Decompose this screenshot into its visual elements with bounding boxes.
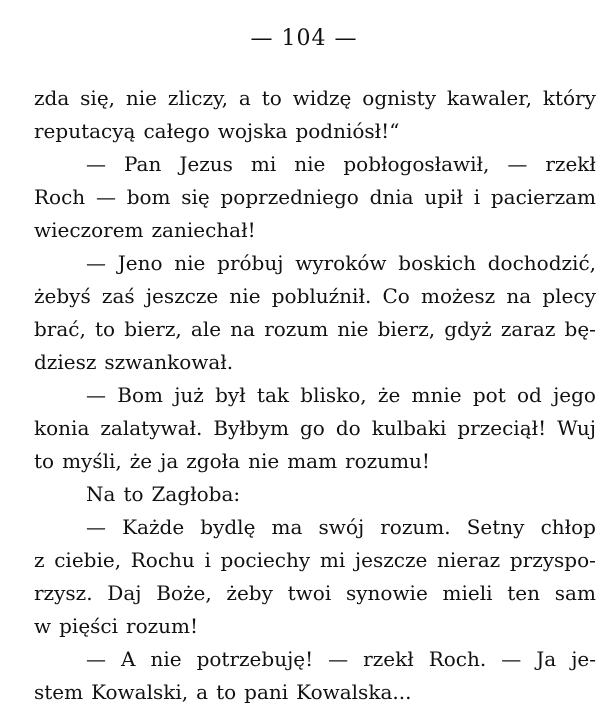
text-line: — A nie potrzebuję! — rzekł Roch. — Ja je- bbox=[86, 647, 596, 671]
text-line: — Bom już był tak blisko, że mnie pot od jego bbox=[86, 383, 596, 407]
text-line: stem Kowalski, a to pani Kowalska... bbox=[34, 680, 412, 704]
text-line: Na to Zagłoba: bbox=[86, 482, 241, 506]
text-line: konia zalatywał. Byłbym go do kulbaki przeciął! Wuj bbox=[34, 416, 596, 440]
text-line: — Pan Jezus mi nie pobłogosławił, — rzekł bbox=[86, 152, 596, 176]
text-line: żebyś zaś jeszcze nie pobluźnił. Co możesz na plecy bbox=[34, 284, 596, 308]
text-line: — Jeno nie próbuj wyroków boskich dochodzić, bbox=[86, 251, 596, 275]
text-line: reputacyą całego wojska podniósł!“ bbox=[34, 119, 400, 143]
text-line: zda się, nie zliczy, a to widzę ognisty kawaler, który bbox=[34, 86, 596, 110]
text-line: w pięści rozum! bbox=[34, 614, 199, 638]
text-line: Roch — bom się poprzedniego dnia upił i pacierzam bbox=[34, 185, 596, 209]
text-line: — Każde bydlę ma swój rozum. Setny chłop bbox=[86, 515, 596, 539]
text-line: to myśli, że ja zgoła nie mam rozumu! bbox=[34, 449, 430, 473]
text-line: wieczorem zaniechał! bbox=[34, 218, 256, 242]
text-line: rzysz. Daj Boże, żeby twoi synowie mieli ten sam bbox=[34, 581, 596, 605]
text-line: z ciebie, Rochu i pociechy mi jeszcze nieraz przyspo- bbox=[34, 548, 596, 572]
text-line: dziesz szwankował. bbox=[34, 350, 234, 374]
text-line: brać, to bierz, ale na rozum nie bierz, gdyż zaraz bę- bbox=[34, 317, 596, 341]
page-number: — 104 — bbox=[250, 26, 358, 51]
body-text bbox=[34, 82, 596, 709]
